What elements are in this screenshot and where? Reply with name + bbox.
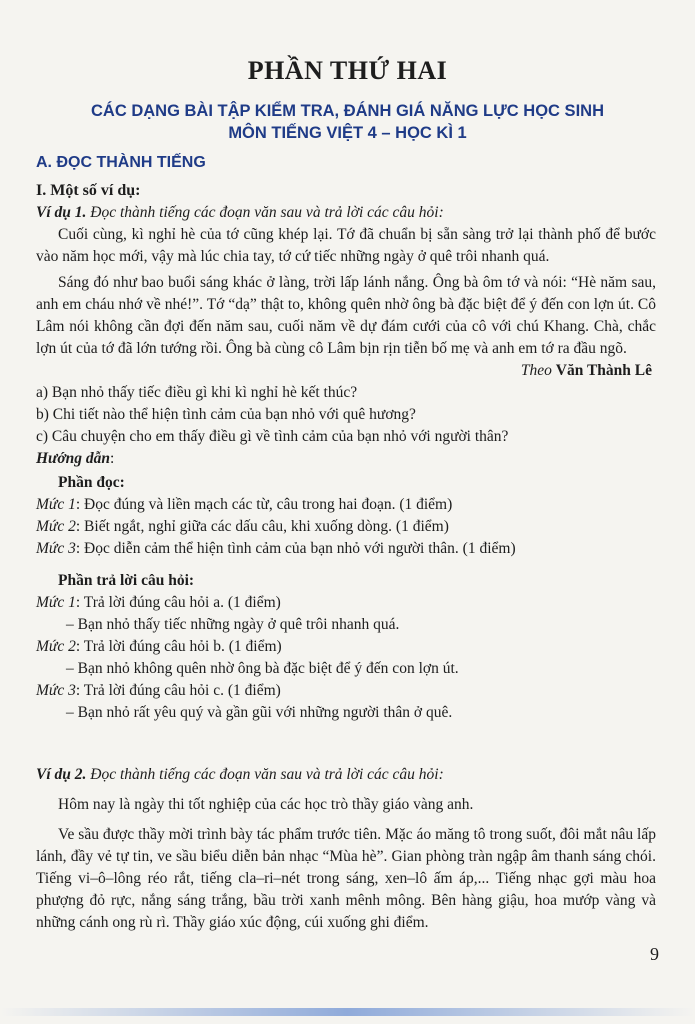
source-prefix: Theo <box>520 362 552 379</box>
answer-level-3 <box>36 680 656 702</box>
reading-level-2 <box>36 516 656 538</box>
answer-level-1-answer: – Bạn nhỏ thấy tiếc những ngày ở quê trôi nhanh quá. <box>66 616 400 633</box>
reading-level-3-name: Mức 3 <box>36 540 76 557</box>
reading-level-3-text: : Đọc diễn cảm thể hiện tình cảm của bạn nhỏ với người thân. (1 điểm) <box>75 540 516 557</box>
reading-level-2-name: Mức 2 <box>36 518 76 535</box>
example-1-paragraph-2: Sáng đó như bao buổi sáng khác ở làng, trời lấp lánh nắng. Ông bà ôm tớ và nói: “Hè năm sau, anh em cháu nhớ về nhé!”. Tớ “dạ” thật to, không quên nhờ ông bà đặc biệt để ý đến con lợn út. Cô Lâm nói không cần đợi đến năm sau, cuối năm về dự đám cưới của cô với chú Khang. Chà, chắc lợn út của tớ đã lớn tướng rồi. Ông bà cùng cô Lâm bịn rịn tiễn bố mẹ và anh em tớ ra đầu ngõ. <box>36 274 656 357</box>
answer-level-3-answer: – Bạn nhỏ rất yêu quý và gần gũi với những người thân ở quê. <box>66 704 453 721</box>
answer-level-2 <box>36 636 656 658</box>
reading-level-1-name: Mức 1 <box>36 496 76 513</box>
example-2-title <box>36 764 656 786</box>
part-title: PHẦN THỨ HAI <box>247 56 448 85</box>
answer-level-2-name: Mức 2 <box>36 638 76 655</box>
example-2-instruction: Đọc thành tiếng các đoạn văn sau và trả lời các câu hỏi: <box>86 766 444 783</box>
example-1-label: Ví dụ 1. <box>36 204 87 221</box>
example-2-label: Ví dụ 2. <box>36 766 87 783</box>
question-c: c) Câu chuyện cho em thấy điều gì về tình cảm của bạn nhỏ với người thân? <box>36 428 509 445</box>
example-1 <box>36 202 656 724</box>
reading-label: Phần đọc: <box>58 474 125 491</box>
example-1-instruction: Đọc thành tiếng các đoạn văn sau và trả lời các câu hỏi: <box>86 204 444 221</box>
answer-level-3-text: : Trả lời đúng câu hỏi c. (1 điểm) <box>75 682 281 699</box>
subtitle-line-1: CÁC DẠNG BÀI TẬP KIỂM TRA, ĐÁNH GIÁ NĂNG LỰC HỌC SINH <box>91 102 604 120</box>
subtitle-line-2: MÔN TIẾNG VIỆT 4 – HỌC KÌ 1 <box>228 124 467 142</box>
example-2-paragraph-2: Ve sầu được thầy mời trình bày tác phẩm trước tiên. Mặc áo măng tô trong suốt, đôi mắt nâu lấp lánh, đầy vẻ tự tin, ve sầu biểu diễn bản nhạc “Mùa hè”. Gian phòng tràn ngập âm thanh sáng chói. Tiếng vi–ô–lông réo rắt, tiếng cla–ri–nét trong sáng, xen–lô ấm áp,... Tiếng nhạc gợi màu hoa phượng đỏ rực, nắng sáng trắng, bầu trời xanh mênh mông. Bên hàng giậu, hoa mướp vàng và những cánh ong rù rì. Thầy giáo xúc động, cúi xuống ghi điểm. <box>36 826 656 931</box>
guide-label: Hướng dẫn <box>36 450 111 467</box>
answer-level-1 <box>36 592 656 614</box>
example-1-paragraph-1: Cuối cùng, kì nghỉ hè của tớ cũng khép lại. Tớ đã chuẩn bị sẵn sàng trở lại thành phố để bước vào năm học mới, vậy mà lúc chia tay, tớ cứ tiếc những ngày ở quê trôi nhanh quá. <box>36 226 656 265</box>
answer-level-2-answer: – Bạn nhỏ không quên nhờ ông bà đặc biệt để ý đến con lợn út. <box>66 660 459 677</box>
answer-label: Phần trả lời câu hỏi: <box>58 572 195 589</box>
page-number: 9 <box>650 944 659 964</box>
reading-level-1 <box>36 494 656 516</box>
question-b: b) Chi tiết nào thể hiện tình cảm của bạn nhỏ với quê hương? <box>36 406 416 423</box>
example-2-paragraph-1: Hôm nay là ngày thi tốt nghiệp của các học trò thầy giáo vàng anh. <box>58 796 474 813</box>
reading-level-1-text: : Đọc đúng và liền mạch các từ, câu trong hai đoạn. (1 điểm) <box>75 496 453 513</box>
answer-level-2-text: : Trả lời đúng câu hỏi b. (1 điểm) <box>75 638 282 655</box>
answer-level-1-name: Mức 1 <box>36 594 76 611</box>
answer-level-1-text: : Trả lời đúng câu hỏi a. (1 điểm) <box>75 594 281 611</box>
answer-level-3-name: Mức 3 <box>36 682 76 699</box>
example-2 <box>36 764 656 934</box>
footer-decoration <box>0 1008 695 1016</box>
question-a: a) Bạn nhỏ thấy tiếc điều gì khi kì nghỉ hè kết thúc? <box>36 384 358 401</box>
section-i-heading: I. Một số ví dụ: <box>36 182 141 199</box>
section-a-heading: A. ĐỌC THÀNH TIẾNG <box>36 154 206 171</box>
example-1-title <box>36 202 656 224</box>
guide-colon: : <box>110 450 115 467</box>
guide-heading <box>36 448 656 470</box>
example-1-source <box>36 360 656 382</box>
reading-level-2-text: : Biết ngắt, nghỉ giữa các dấu câu, khi xuống dòng. (1 điểm) <box>75 518 449 535</box>
source-author: Văn Thành Lê <box>555 362 652 379</box>
reading-level-3 <box>36 538 656 560</box>
